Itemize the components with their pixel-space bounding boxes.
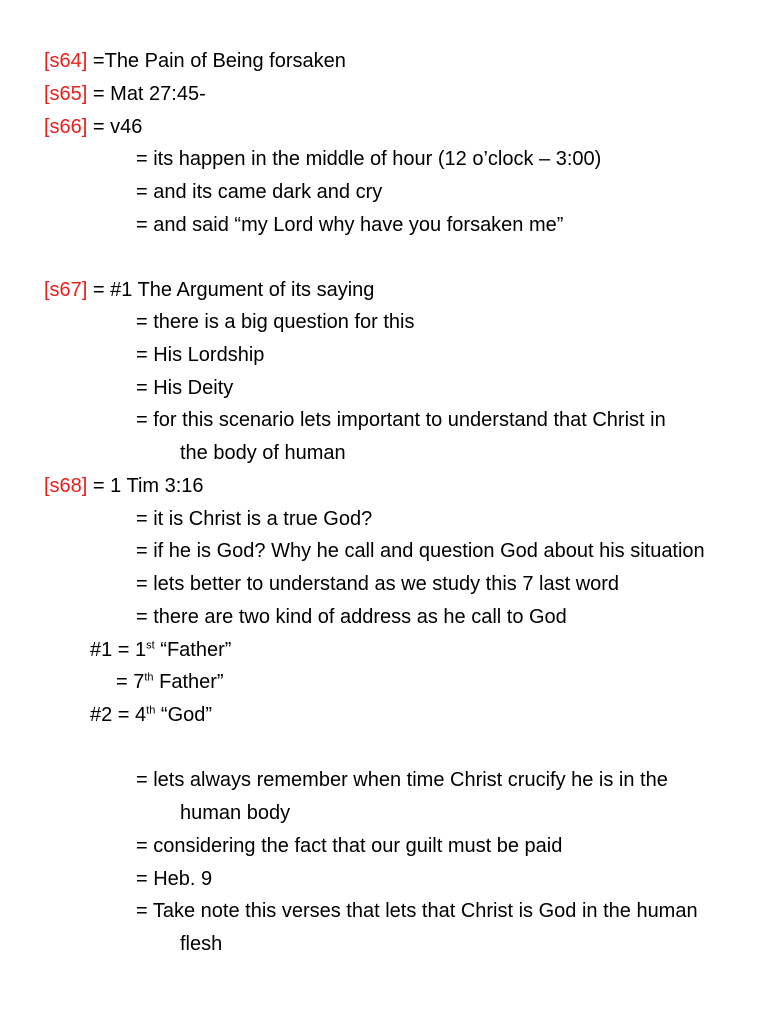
address-label: = 7 [116, 671, 145, 693]
text-line: = Heb. 9 [136, 868, 213, 890]
ordinal-suffix: th [146, 704, 156, 717]
slide-tag: [s68] [44, 475, 88, 497]
line-text: =The Pain of Being forsaken [87, 50, 346, 72]
address-word: “Father” [154, 639, 232, 661]
text-line-continuation: human body [180, 802, 291, 824]
address-label: #1 = 1 [90, 639, 147, 661]
address-word: “God” [155, 704, 213, 726]
slide-tag: [s65] [44, 83, 88, 105]
slide-tag: [s66] [44, 116, 88, 138]
text-line: = lets always remember when time Christ crucify he is in the [136, 769, 668, 791]
text-line: = if he is God? Why he call and question God about his situation [136, 540, 705, 562]
line-text: = 1 Tim 3:16 [87, 475, 204, 497]
text-line: = and its came dark and cry [136, 181, 383, 203]
slide-tag: [s67] [44, 279, 88, 301]
address-line-4 [90, 702, 212, 728]
line-text: = #1 The Argument of its saying [87, 279, 375, 301]
slide-line-s66 [44, 114, 142, 140]
text-line: = for this scenario lets important to understand that Christ in [136, 409, 666, 431]
text-line: = His Deity [136, 377, 234, 399]
text-line: = considering the fact that our guilt must be paid [136, 835, 563, 857]
text-line-continuation: the body of human [180, 442, 346, 464]
slide-tag: [s64] [44, 50, 88, 72]
text-line: = and said “my Lord why have you forsaken me” [136, 214, 564, 236]
text-line: = there is a big question for this [136, 311, 415, 333]
text-line: = its happen in the middle of hour (12 o’clock – 3:00) [136, 148, 602, 170]
slide-line-s65 [44, 81, 206, 107]
text-line: = there are two kind of address as he call to God [136, 606, 567, 628]
text-line: = it is Christ is a true God? [136, 508, 373, 530]
address-label: #2 = 4 [90, 704, 147, 726]
address-line-1 [90, 637, 231, 663]
text-line-continuation: flesh [180, 933, 223, 955]
text-line: = lets better to understand as we study this 7 last word [136, 573, 620, 595]
line-text: = v46 [87, 116, 143, 138]
ordinal-suffix: st [146, 639, 155, 652]
ordinal-suffix: th [144, 671, 154, 684]
text-line: = Take note this verses that lets that Christ is God in the human [136, 900, 698, 922]
slide-line-s67 [44, 277, 374, 303]
address-line-7 [116, 669, 224, 695]
text-line: = His Lordship [136, 344, 265, 366]
slide-line-s64 [44, 48, 346, 74]
address-word: Father” [153, 671, 224, 693]
slide-line-s68 [44, 473, 204, 499]
line-text: = Mat 27:45- [87, 83, 206, 105]
